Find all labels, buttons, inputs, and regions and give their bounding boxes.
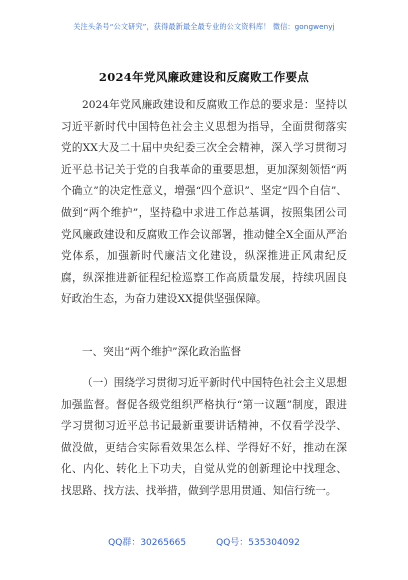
- footer-qq-number: QQ号：535304092: [216, 538, 300, 548]
- footer-qq-group: QQ群：30265665: [108, 538, 187, 548]
- paragraph-1: 2024年党风廉政建设和反腐败工作总的要求是：坚持以习近平新时代中国特色社会主义思想为指导，全面贯彻落实党的XX大及二十届中央纪委三次全会精神，深入学习贯彻习近平总书记关于党的自我革命的重要思想，更加深刻领悟“两个确立”的决定性意义，增强“四个意识”、坚定“四个自信”、做到“两个维护”，坚持稳中求进工作总基调，按照集团公司党风廉政建设和反腐败工作会议部署，推动健全X全面从严治党体系，加强新时代廉洁文化建设，纵深推进正风肃纪反腐，纵深推进新征程纪检巡察工作高质量发展，持续巩固良好政治生态，为奋力建设XX提供坚强保障。: [61, 99, 347, 306]
- header-banner: 关注头条号“公文研究”，获得最新最全最专业的公文资料库！ 微信：gongwenyj: [73, 22, 335, 31]
- paragraph-2: （一）围绕学习贯彻习近平新时代中国特色社会主义思想加强监督。督促各级党组织严格执行“第一议题”制度，跟进学习贯彻习近平总书记最新重要讲话精神，不仅看学没学、做没做，更结合实际看效果怎么样、学得好不好，推动在深化、内化、转化上下功夫，自觉从党的创新理论中找理念、找思路、找方法、找举措，做到学思用贯通、知信行统一。: [61, 377, 347, 497]
- document-title: 2024年党风廉政建设和反腐败工作要点: [98, 70, 310, 84]
- footer-contact: [0, 535, 408, 548]
- section-heading-1: 一、突出“两个维护”深化政治监督: [82, 346, 242, 358]
